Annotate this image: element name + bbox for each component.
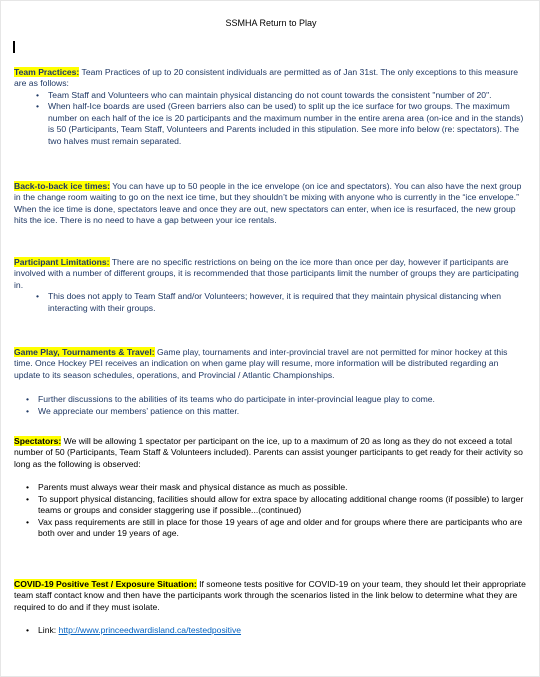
tested-positive-link[interactable]: http://www.princeedwardisland.ca/testedpositive bbox=[58, 625, 242, 636]
game-play-list bbox=[14, 394, 526, 417]
game-play-heading: Game Play, Tournaments & Travel: bbox=[14, 347, 155, 357]
list-item: • Further discussions to the abilities of its teams who do participate in inter-provincial league play to come. bbox=[26, 394, 435, 405]
link-label: Link: bbox=[38, 625, 59, 636]
covid-paragraph bbox=[14, 579, 526, 613]
list-item: • We appreciate our members’ patience on this matter. bbox=[26, 405, 240, 416]
game-play-text: Game play, tournaments and inter-provincial travel are not permitted for minor hockey at this time. Once Hockey PEI receives an indication on when game play will resume, more information will be distributed regarding an update to its season schedules, operations, and Provincial / Atlantic Championships. bbox=[14, 347, 508, 380]
bullet-icon: • bbox=[26, 482, 30, 493]
covid-heading: COVID-19 Positive Test / Exposure Situation: bbox=[14, 579, 197, 589]
spectators-text: We will be allowing 1 spectator per participant on the ice, up to a maximum of 20 as long as they do not exceed a total number of 50 (Participants, Team Staff & Volunteers included). Parents can assist younger participants to get ready for their activity so long as the following is observed: bbox=[14, 436, 523, 469]
list-item: • To support physical distancing, facilities should allow for extra space by allocating additional change rooms (if possible) to larger teams or groups and consider staggering use if possible...(continued) bbox=[26, 493, 524, 516]
bullet-icon: • bbox=[26, 405, 30, 416]
section-team-practices bbox=[14, 67, 526, 147]
team-practices-text: Team Practices of up to 20 consistent individuals are permitted as of Jan 31st. The only exceptions to this measure are as follows: bbox=[14, 67, 518, 89]
list-item bbox=[26, 625, 526, 636]
bullet-icon: • bbox=[36, 101, 40, 112]
team-practices-paragraph bbox=[14, 67, 526, 90]
section-participant-limitations bbox=[14, 257, 526, 314]
bullet-icon: • bbox=[36, 291, 40, 302]
spectators-list bbox=[14, 482, 526, 539]
back-to-back-text: You can have up to 50 people in the ice envelope (on ice and spectators). You can also have the next group in the change room waiting to go on the next ice time, but they shouldn’t be mixing with anyone who is currently in the “ice envelope.” When the ice time is done, spectators leave and once they are out, new spectators can enter, when ice is resurfaced, the new group hits the ice. There is no need to have a gap between your ice rentals. bbox=[14, 181, 522, 226]
team-practices-heading: Team Practices: bbox=[14, 67, 80, 77]
section-covid bbox=[14, 579, 526, 637]
list-item: • This does not apply to Team Staff and/or Volunteers; however, it is required that they maintain physical distancing when interacting with their groups. bbox=[36, 291, 502, 313]
section-game-play bbox=[14, 347, 526, 417]
bullet-icon: • bbox=[36, 89, 40, 100]
list-item: • Team Staff and Volunteers who can maintain physical distancing do not count towards the consistent "number of 20". bbox=[36, 89, 492, 100]
bullet-icon: • bbox=[26, 394, 30, 405]
spectators-heading: Spectators: bbox=[14, 436, 62, 446]
back-to-back-paragraph bbox=[14, 181, 526, 227]
covid-text: If someone tests positive for COVID-19 on your team, they should let their appropriate team staff contact know and then have the participants work through the scenarios listed in the link below to determine what they are required to do and if they must isolate. bbox=[14, 579, 526, 612]
covid-list bbox=[14, 625, 526, 636]
team-practices-list bbox=[14, 90, 526, 147]
bullet-icon: • bbox=[26, 516, 30, 527]
list-item: • When half-Ice boards are used (Green barriers also can be used) to split up the ice surface for two groups. The maximum number on each half of the ice is 20 participants and the maximum number in the entire arena area (on-ice and in the stands) is 50 (Participants, Team Staff, Volunteers and Parents included in this stipulation. See more info below (re: spectators). The two halves must remain separated. bbox=[36, 101, 524, 146]
section-back-to-back bbox=[14, 181, 526, 227]
participant-limitations-paragraph bbox=[14, 257, 526, 291]
participant-limitations-list bbox=[14, 291, 526, 314]
spectators-paragraph bbox=[14, 436, 526, 470]
document-title: SSMHA Return to Play bbox=[225, 18, 317, 28]
participant-limitations-text: There are no specific restrictions on being on the ice more than once per day, however if participants are involved with a number of different groups, it is recommended that those participants limit the number of groups they are participating in. bbox=[14, 257, 519, 290]
list-item: • Parents must always wear their mask and physical distance as much as possible. bbox=[26, 482, 348, 493]
participant-limitations-heading: Participant Limitations: bbox=[14, 257, 110, 267]
bullet-icon: • bbox=[26, 493, 30, 504]
game-play-paragraph bbox=[14, 347, 526, 381]
list-item: • Vax pass requirements are still in place for those 19 years of age and older and for groups where there are participants who are both over and under 19 years of age. bbox=[26, 516, 523, 538]
bullet-icon: • bbox=[26, 625, 30, 636]
section-spectators bbox=[14, 436, 526, 539]
back-to-back-heading: Back-to-back ice times: bbox=[14, 181, 110, 191]
text-cursor bbox=[13, 41, 15, 53]
